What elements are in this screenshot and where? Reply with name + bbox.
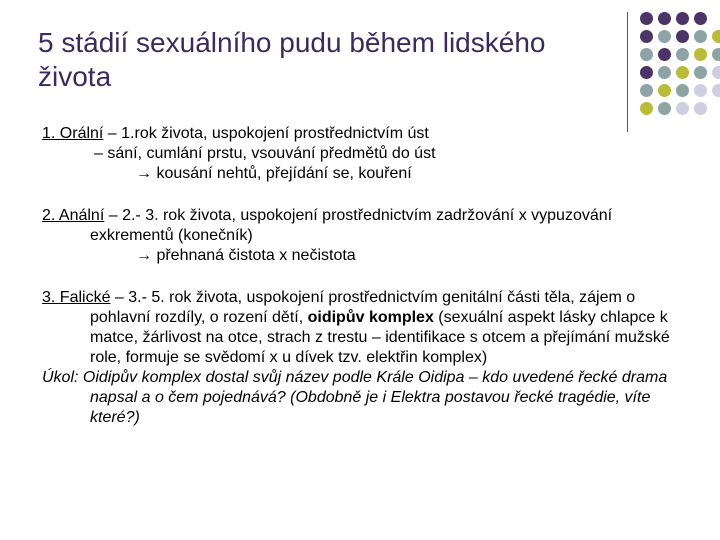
dot-purple [676,30,689,43]
dot-teal [658,102,671,115]
dot-teal [640,48,653,61]
stage-phallic-label: 3. Falické [42,289,111,306]
spacer [42,266,692,288]
dot-teal [712,48,720,61]
stage-oral-line1: 1. Orální – 1.rok života, uspokojení prostřednictvím úst [42,125,429,142]
dot-olive [658,84,671,97]
dot-teal [694,30,707,43]
slide-body [42,124,692,428]
dot-olive [712,30,720,43]
dot-purple [640,30,653,43]
dot-teal [658,66,671,79]
dot-purple [640,12,653,25]
dot-lavender [694,102,707,115]
dot-olive [676,66,689,79]
dot-lavender [712,66,720,79]
dot-lavender [676,102,689,115]
dot-teal [676,48,689,61]
decorative-divider [627,12,628,132]
spacer [42,184,692,206]
dot-olive [640,102,653,115]
dot-purple [658,12,671,25]
dot-lavender [712,84,720,97]
stage-anal-line3: → přehnaná čistota x nečistota [136,247,356,264]
stage-anal-line1: 2. Anální – 2.- 3. rok života, uspokojení prostřednictvím zadržování x vypuzování exkrementů (konečník) [42,207,613,244]
oedipus-complex-term: oidipův komplex [307,309,434,326]
dot-teal [658,30,671,43]
dot-teal [676,84,689,97]
stage-oral-label: 1. Orální [42,125,104,142]
dot-purple [676,12,689,25]
stage-oral-line3: → kousání nehtů, přejídání se, kouření [136,165,412,182]
dot-teal [694,66,707,79]
task-paragraph: Úkol: Oidipův komplex dostal svůj název podle Krále Oidipa – kdo uvedené řecké drama napsal a o čem pojednává? (Obdobně je i Elektra postavou řecké tragédie, víte které?) [42,369,668,426]
stage-anal-label: 2. Anální [42,207,105,224]
dot-olive [694,48,707,61]
decorative-dot-grid [640,12,720,122]
stage-oral-line2: – sání, cumlání prstu, vsouvání předmětů do úst [94,145,436,162]
dot-purple [640,66,653,79]
dot-purple [658,48,671,61]
dot-teal [640,84,653,97]
dot-lavender [694,84,707,97]
slide-title: 5 stádií sexuálního pudu během lidského života [38,27,546,92]
dot-purple [694,12,707,25]
stage-phallic-paragraph: 3. Falické – 3.- 5. rok života, uspokojení prostřednictvím genitální části těla, zájem o pohlavní rozdíly, o rození dětí, oidipův komplex (sexuální aspekt lásky chlapce k matce, žárlivost na otce, strach z trestu – identifikace s otcem a přejímání mužské role, formuje se svědomí x u dívek tzv. elektřin komplex) [42,289,670,366]
